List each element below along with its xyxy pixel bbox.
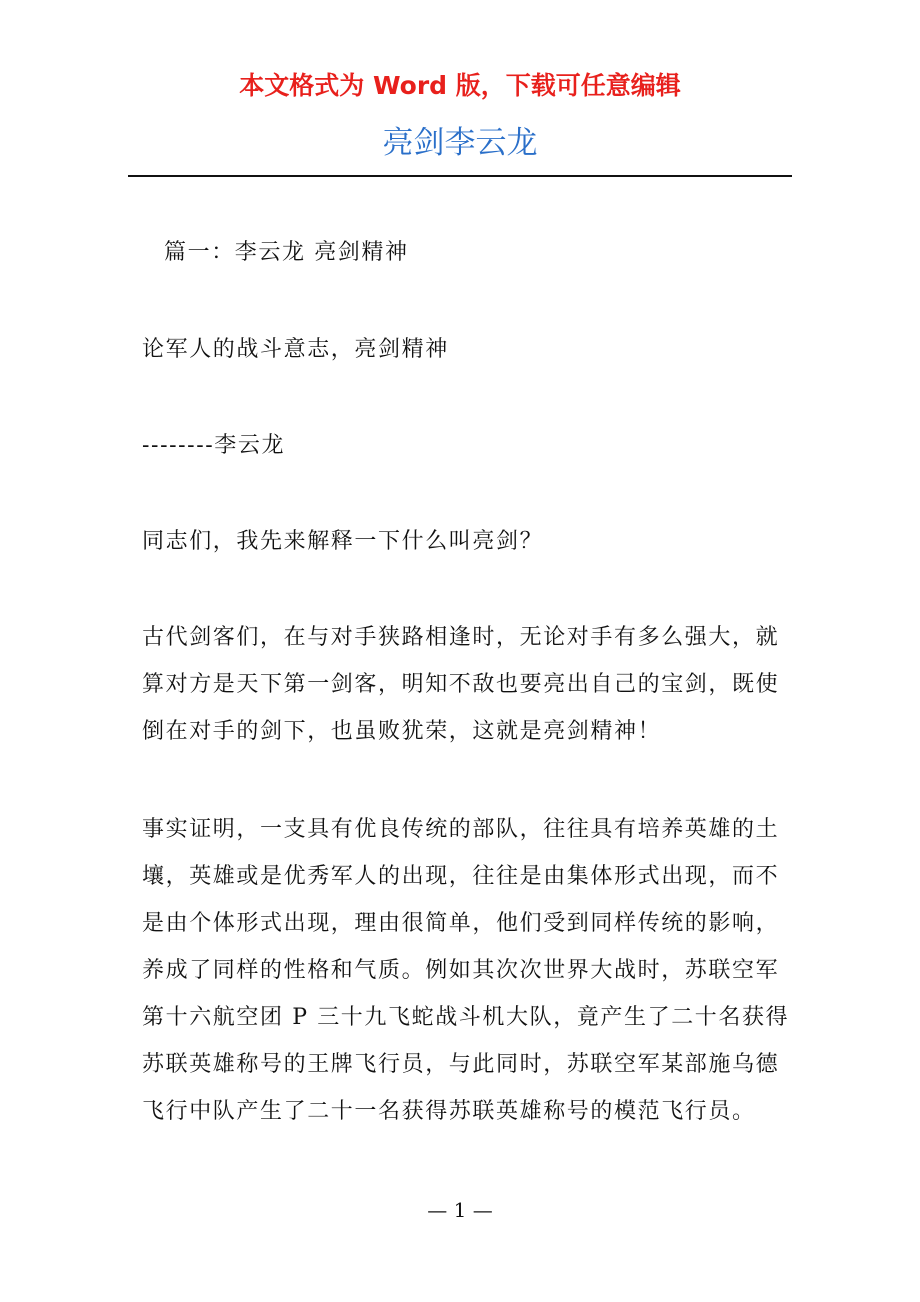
section-heading: 篇一：李云龙 亮剑精神: [164, 240, 409, 265]
subtitle-line: 论军人的战斗意志，亮剑精神: [142, 337, 449, 362]
author-line: --------李云龙: [142, 433, 286, 458]
paragraph: 古代剑客们，在与对手狭路相逢时，无论对手有多么强大，就算对方是天下第一剑客，明知不敌也要亮出自己的宝剑，既使倒在对手的剑下，也虽败犹荣，这就是亮剑精神！: [142, 625, 780, 744]
opening-question: 同志们，我先来解释一下什么叫亮剑？: [142, 529, 544, 554]
paragraph: 事实证明，一支具有优良传统的部队，往往具有培养英雄的土壤，英雄或是优秀军人的出现，往往是由集体形式出现，而不是由个体形式出现，理由很简单，他们受到同样传统的影响，养成了同样的性格和气质。例如其次次世界大战时，苏联空军第十六航空团 P 三十九飞蛇战斗机大队，竟产生了二十名获得苏联英雄称号的王牌飞行员，与此同时，苏联空军某部施乌德飞行中队产生了二十一名获得苏联英雄称号的模范飞行员。: [142, 817, 790, 1124]
document-title: 亮剑李云龙: [382, 125, 538, 161]
word-format-notice: 本文格式为 Word 版，下载可任意编辑: [239, 71, 681, 100]
title-divider: [128, 175, 792, 177]
page-number: — 1 —: [427, 1198, 493, 1222]
